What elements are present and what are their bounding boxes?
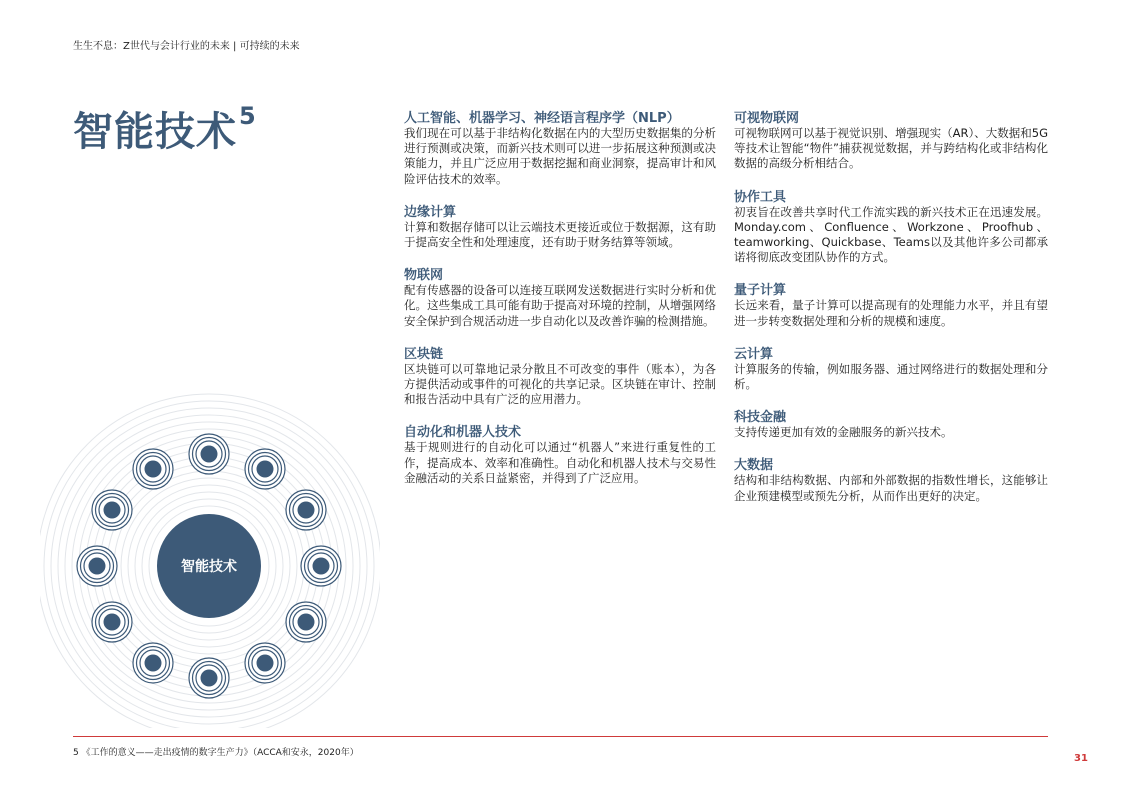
section-body: 我们现在可以基于非结构化数据在内的大型历史数据集的分析进行预测或决策，而新兴技术则可以进一步拓展这种预测或决策能力，并且广泛应用于数据挖掘和商业洞察，提高审计和风险评估技术的效率。: [404, 126, 716, 186]
section-body: 配有传感器的设备可以连接互联网发送数据进行实时分析和优化。这些集成工具可能有助于提高对环境的控制，从增强网络安全保护到合规活动进一步自动化以及改善诈骗的检测措施。: [404, 283, 716, 328]
tech-section: [404, 111, 716, 187]
running-header: 生生不息：Z世代与会计行业的未来 | 可持续的未来: [73, 41, 300, 52]
footnote: 5 《工作的意义——走出疫情的数字生产力》（ACCA和安永，2020年）: [73, 748, 359, 758]
tech-diagram: [40, 368, 380, 728]
section-heading: 人工智能、机器学习、神经语言程序学（NLP）: [404, 111, 680, 126]
tech-section: [734, 410, 1048, 440]
section-body: 初衷旨在改善共享时代工作流实践的新兴技术正在迅速发展。Monday.com、Confluence、Workzone、Proofhub、teamworking、Quickbase、Teams以及其他许多公司都承诺将彻底改变团队协作的方式。: [734, 204, 1048, 265]
section-heading: 协作工具: [734, 189, 787, 205]
tech-node: [245, 643, 285, 683]
tech-section: [734, 111, 1048, 172]
tech-node: [92, 490, 132, 530]
tech-node: [133, 643, 173, 683]
tech-section: [404, 347, 716, 408]
tech-node: [189, 434, 229, 474]
section-body: 结构和非结构数据、内部和外部数据的指数性增长，这能够让企业预建模型或预先分析，从而作出更好的决定。: [734, 473, 1048, 503]
page-number: 31: [1074, 753, 1088, 764]
left-column: [404, 111, 716, 504]
section-body: 区块链可以可靠地记录分散且不可改变的事件（账本），为各方提供活动或事件的可视化的共享记录。区块链在审计、控制和报告活动中具有广泛的应用潜力。: [404, 361, 716, 407]
tech-node: [245, 449, 285, 489]
section-body: 支持传递更加有效的金融服务的新兴技术。: [734, 425, 953, 440]
footnote-ref: 5: [239, 102, 257, 130]
tech-node: [301, 546, 341, 586]
center-label: 智能技术: [181, 559, 237, 575]
page-title-text: 智能技术: [73, 109, 237, 155]
tech-section: [404, 205, 716, 250]
section-body: 计算服务的传输，例如服务器、通过网络进行的数据处理和分析。: [734, 361, 1048, 392]
section-body: 可视物联网可以基于视觉识别、增强现实（AR）、大数据和5G等技术让智能“物件”捕获视觉数据，并与跨结构化或非结构化数据的高级分析相结合。: [734, 126, 1048, 171]
section-body: 长远来看，量子计算可以提高现有的处理能力水平，并且有望进一步转变数据处理和分析的规模和速度。: [734, 298, 1048, 328]
tech-node: [286, 602, 326, 642]
tech-node: [77, 546, 117, 586]
tech-section: [734, 190, 1048, 266]
tech-diagram-graphic: [40, 368, 380, 728]
section-body: 计算和数据存储可以让云端技术更接近或位于数据源，这有助于提高安全性和处理速度，还有助于财务结算等领域。: [404, 219, 716, 250]
section-heading: 云计算: [734, 346, 774, 362]
section-heading: 区块链: [404, 346, 444, 362]
tech-node: [189, 658, 229, 698]
footer-rule: [73, 736, 1048, 737]
page-title: [73, 100, 257, 157]
tech-node: [286, 490, 326, 530]
tech-section: [734, 283, 1048, 328]
tech-section: [404, 268, 716, 329]
section-heading: 量子计算: [734, 283, 787, 299]
section-heading: 边缘计算: [404, 204, 457, 220]
right-column: [734, 111, 1048, 522]
section-heading: 大数据: [734, 458, 774, 474]
tech-section: [734, 458, 1048, 503]
tech-node: [133, 449, 173, 489]
tech-section: [404, 425, 716, 486]
tech-section: [734, 347, 1048, 392]
tech-node: [92, 602, 132, 642]
section-body: 基于规则进行的自动化可以通过“机器人”来进行重复性的工作，提高成本、效率和准确性。自动化和机器人技术与交易性金融活动的关系日益紧密，并得到了广泛应用。: [404, 440, 716, 485]
section-heading: 科技金融: [734, 410, 787, 426]
section-heading: 自动化和机器人技术: [404, 425, 522, 441]
section-heading: 物联网: [404, 268, 444, 284]
section-heading: 可视物联网: [734, 111, 800, 126]
